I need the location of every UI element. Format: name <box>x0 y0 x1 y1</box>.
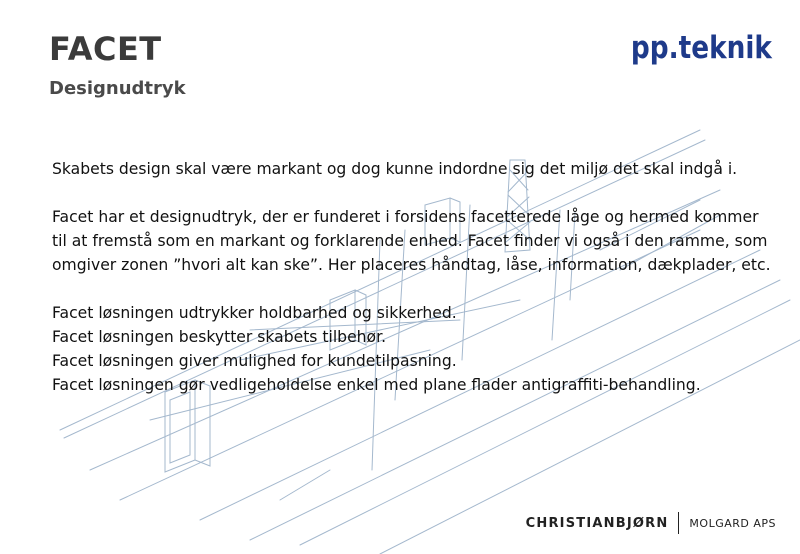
description-paragraph: Facet har et designudtryk, der er funderet i forsidens facetterede låge og hermed kommer til at fremstå som en markant og forklarende enhed. Facet finder vi også i den ramme, som omgiver zonen ”hvori alt kan ske”. Her placeres håndtag, låse, information, dækplader, etc. <box>52 208 771 274</box>
christianbjorn-logo: CHRISTIANBJØRN <box>525 515 669 531</box>
footer-divider <box>678 512 679 534</box>
body-text <box>52 157 772 397</box>
statement-line: Facet løsningen gør vedligeholdelse enkel med plane flader antigraffiti-behandling. <box>52 376 701 394</box>
molgard-logo: MOLGARD APS <box>689 516 776 530</box>
statement-line: Facet løsningen giver mulighed for kundetilpasning. <box>52 352 457 370</box>
statement-line: Facet løsningen beskytter skabets tilbehør. <box>52 328 387 346</box>
page-subtitle: Designudtryk <box>49 78 186 99</box>
intro-paragraph: Skabets design skal være markant og dog kunne indordne sig det miljø det skal indgå i. <box>52 160 738 178</box>
statement-line: Facet løsningen udtrykker holdbarhed og sikkerhed. <box>52 304 457 322</box>
page-title: FACET <box>49 30 162 68</box>
footer-logos <box>526 512 776 534</box>
pp-teknik-logo: pp.teknik <box>630 30 772 66</box>
